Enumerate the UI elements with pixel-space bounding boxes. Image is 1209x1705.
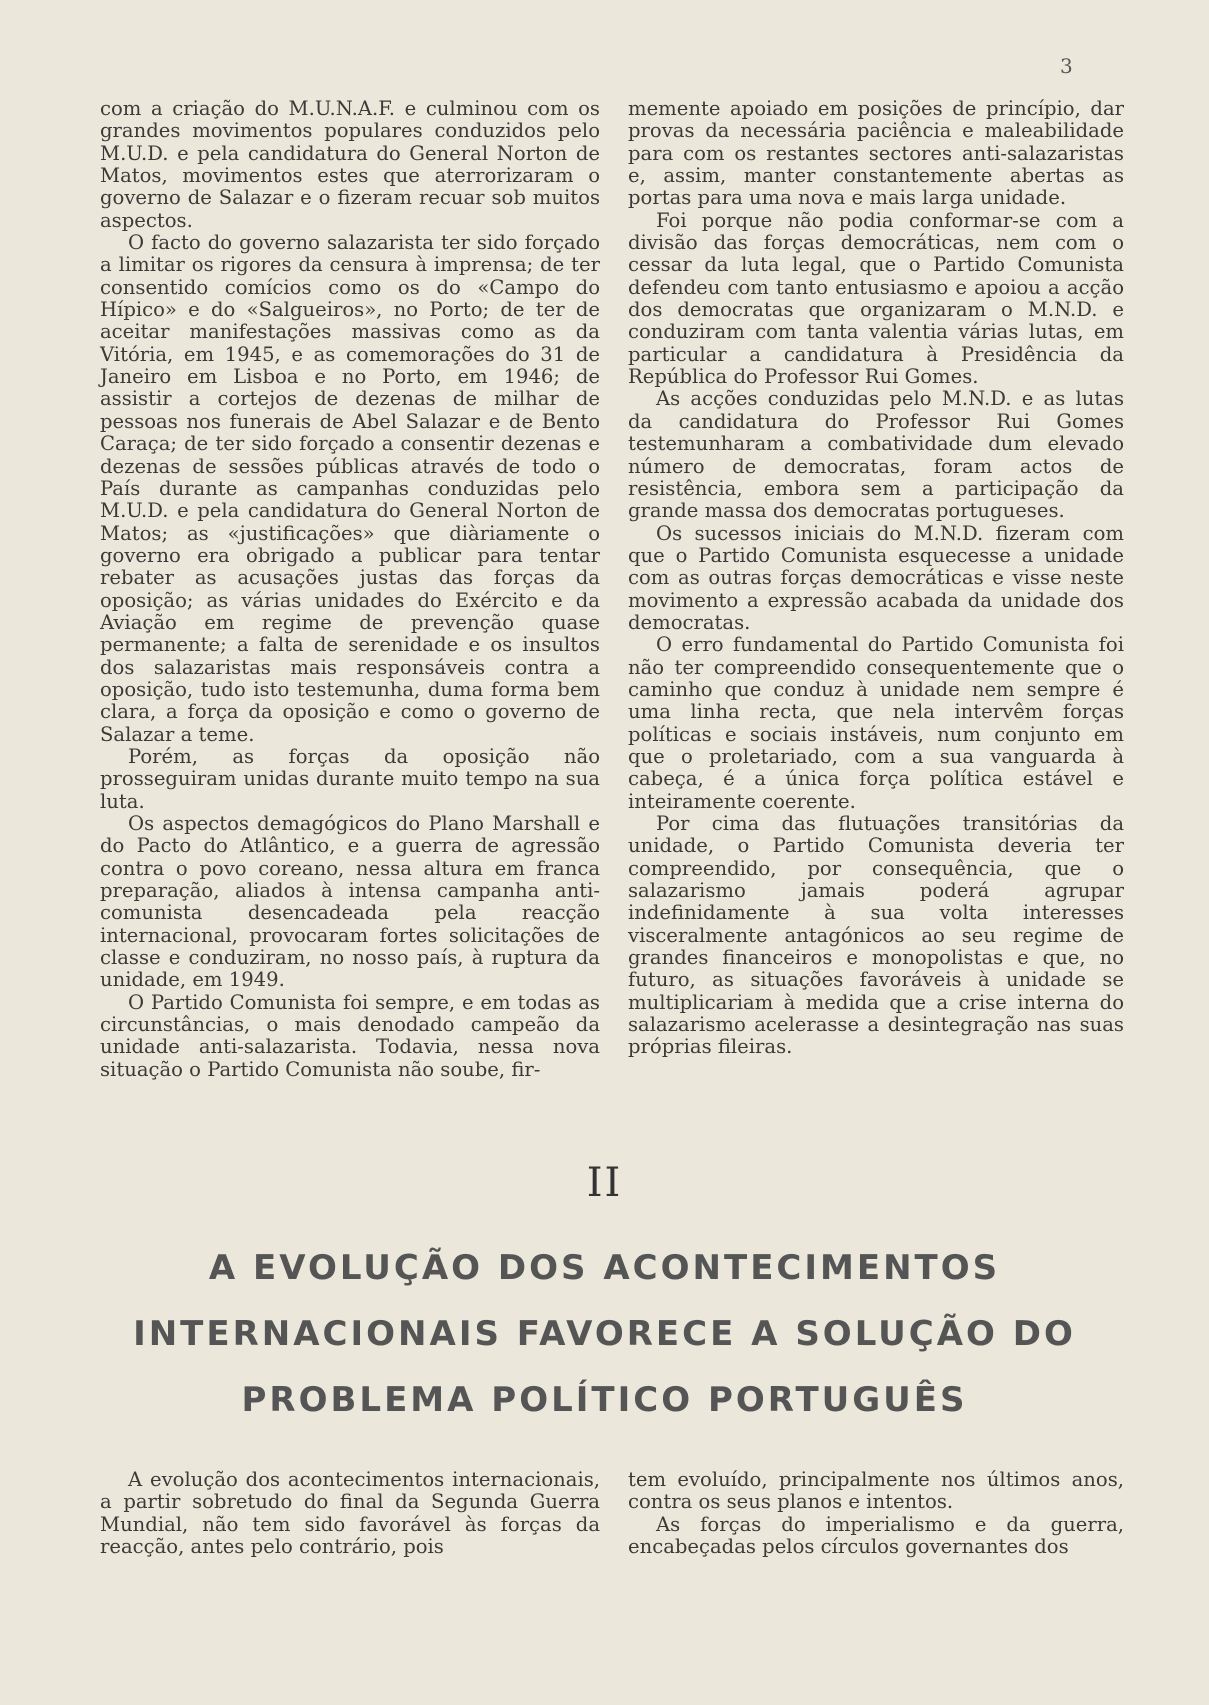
paragraph: O facto do governo salazarista ter sido forçado a limitar os rigores da censura à imprensa; de ter consentido comícios como os do «Campo do Hípico» e do «Salgueiros», no Porto; de ter de aceitar manifestações massivas como as da Vitória, em 1945, e as comemorações do 31 de Janeiro em Lisboa e no Porto, em 1946; de assistir a cortejos de dezenas de milhar de pessoas nos funerais de Abel Salazar e de Bento Caraça; de ter sido forçado a consentir dezenas e dezenas de sessões públicas através de todo o País durante as campanhas conduzidas pelo M.U.D. e pela candidatura do General Norton de Matos; as «justificações» que diàriamente o governo era obrigado a publicar para tentar rebater as acusações justas das forças da oposição; as várias unidades do Exército e da Aviação em regime de prevenção quase permanente; a falta de serenidade e os insultos dos salazaristas mais responsáveis contra a oposição, tudo isto testemunha, duma forma bem clara, a força da oposição e como o governo de Salazar a teme.: [100, 231, 600, 746]
paragraph: O Partido Comunista foi sempre, e em todas as circunstâncias, o mais denodado campeão da unidade anti-salazarista. Todavia, nessa nova situação o Partido Comunista não soube, fir-: [100, 990, 600, 1081]
section-numeral: II: [586, 1160, 623, 1206]
paragraph: com a criação do M.U.N.A.F. e culminou com os grandes movimentos populares conduzidos pelo M.U.D. e pela candidatura do General Norton de Matos, movimentos estes que aterrorizaram o governo de Salazar e o fizeram recuar sob muitos aspectos.: [100, 97, 600, 232]
bottom-right-column: [628, 1469, 1124, 1558]
paragraph: As forças do imperialismo e da guerra, encabeçadas pelos círculos governantes dos: [628, 1512, 1124, 1559]
page-number: 3: [1060, 54, 1073, 78]
headline-line-1: A EVOLUÇÃO DOS ACONTECIMENTOS: [208, 1248, 1001, 1288]
bottom-left-column: [100, 1469, 600, 1558]
headline-line-2: INTERNACIONAIS FAVORECE A SOLUÇÃO DO: [133, 1314, 1076, 1354]
paragraph: Por cima das flutuações transitórias da unidade, o Partido Comunista deveria ter compreendido, por consequência, que o salazarismo jamais poderá agrupar indefinidamente à sua volta interesses visceralmente antagónicos ao seu regime de grandes financeiros e monopolistas e que, no futuro, as situações favoráveis à unidade se multiplicariam à medida que a crise interna do salazarismo acelerasse a desintegração nas suas próprias fileiras.: [628, 812, 1124, 1059]
top-right-column: [628, 98, 1124, 1059]
paragraph: tem evoluído, principalmente nos últimos anos, contra os seus planos e intentos.: [628, 1468, 1124, 1514]
paragraph: O erro fundamental do Partido Comunista foi não ter compreendido consequentemente que o caminho que conduz à unidade nem sempre é uma linha recta, que nela intervêm forças políticas e sociais instáveis, num conjunto em que o proletariado, com a sua vanguarda à cabeça, é a única força política estável e inteiramente coerente.: [628, 633, 1124, 813]
paragraph: Os sucessos iniciais do M.N.D. fizeram com que o Partido Comunista esquecesse a unidade com as outras forças democráticas e visse neste movimento a expressão acabada da unidade dos democratas.: [628, 521, 1124, 634]
top-left-column: [100, 98, 600, 1081]
paragraph: memente apoiado em posições de princípio, dar provas da necessária paciência e maleabilidade para com os restantes sectores anti-salazaristas e, assim, manter constantemente abertas as portas para uma nova e mais larga unidade.: [628, 97, 1124, 210]
headline-line-3: PROBLEMA POLÍTICO PORTUGUÊS: [241, 1380, 968, 1420]
paragraph: Foi porque não podia conformar-se com a divisão das forças democráticas, nem com o cessar da luta legal, que o Partido Comunista defendeu com tanto entusiasmo e apoiou a acção dos democratas que organizaram o M.N.D. e conduziram com tanta valentia várias lutas, em particular a candidatura à Presidência da República do Professor Rui Gomes.: [628, 208, 1124, 389]
paragraph: Os aspectos demagógicos do Plano Marshall e do Pacto do Atlântico, e a guerra de agressão contra o povo coreano, nessa altura em franca preparação, aliados à intensa campanha anti-comunista desencadeada pela reacção internacional, provocaram fortes solicitações de classe e conduziram, no nosso país, à ruptura da unidade, em 1949.: [100, 812, 600, 992]
paragraph: Porém, as forças da oposição não prosseguiram unidas durante muito tempo na sua luta.: [100, 744, 600, 813]
paragraph: As acções conduzidas pelo M.N.D. e as lutas da candidatura do Professor Rui Gomes testemunharam a combatividade dum elevado número de democratas, foram actos de resistência, embora sem a participação da grande massa dos democratas portugueses.: [628, 387, 1124, 523]
paragraph: A evolução dos acontecimentos internacionais, a partir sobretudo do final da Segunda Guerra Mundial, não tem sido favorável às forças da reacção, antes pelo contrário, pois: [100, 1468, 600, 1559]
